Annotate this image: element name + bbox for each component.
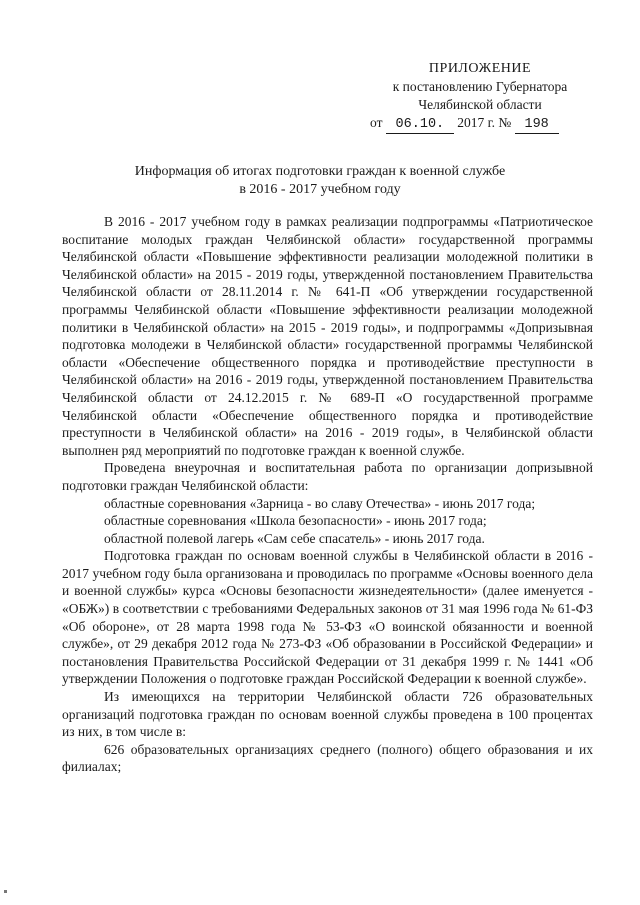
header-date-line <box>370 114 600 134</box>
date-prefix: от <box>370 115 383 130</box>
paragraph-secondary-schools: 626 образовательных организациях среднего (полного) общего образования и их филиалах; <box>62 741 593 775</box>
list-item: областной полевой лагерь «Сам себе спасатель» - июнь 2017 года. <box>104 530 485 546</box>
paragraph-intro: В 2016 - 2017 учебном году в рамках реализации подпрограммы «Патриотическое воспитание молодых граждан Челябинской области» государственной программы Челябинской области «Повышение эффективности реализации молодежной политики в Челябинской области» на 2015 - 2019 годы, утвержденной постановлением Правительства Челябинской области от 28.11.2014 г. № 641-П «Об утверждении государственной программы Челябинской области «Повышение эффективности реализации молодежной политики в Челябинской области» на 2015 - 2019 годы», и подпрограммы «Допризывная подготовка молодежи в Челябинской области» государственной программы Челябинской области «Обеспечение общественного порядка и противодействие преступности в Челябинской области» на 2016 - 2019 годы, утвержденной постановлением Правительства Челябинской области от 24.12.2015 г. № 689-П «О государственной программе Челябинской области «Обеспечение общественного порядка и противодействие преступности в Челябинской области» на 2016 - 2019 годы», в Челябинской области выполнен ряд мероприятий по подготовке граждан к военной службе. <box>62 214 593 458</box>
header-line-2: Челябинской области <box>418 97 542 112</box>
appendix-title: ПРИЛОЖЕНИЕ <box>428 61 532 76</box>
paragraph-work: Проведена внеурочная и воспитательная работа по организации допризывной подготовки граждан Челябинской области: <box>62 460 593 493</box>
list-item: областные соревнования «Зарница - во славу Отечества» - июнь 2017 года; <box>104 495 536 511</box>
paragraph-training: Подготовка граждан по основам военной службы в Челябинской области в 2016 - 2017 учебном году была организована и проводилась по программе «Основы военного дела и военной службы» курса «Основы безопасности жизнедеятельности» (далее именуется - «ОБЖ») в соответствии с требованиями Федеральных законов от 31 мая 1996 года № 61-ФЗ «Об обороне», от 28 марта 1998 года № 53-ФЗ «О воинской обязанности и военной службе», от 29 декабря 2012 года № 273-ФЗ «Об образовании в Российской Федерации» и постановления Правительства Российской Федерации от 31 декабря 1999 г. № 1441 «Об утверждении Положения о подготовке граждан Российской Федерации к военной службе». <box>62 548 593 687</box>
year-text: 2017 г. № <box>457 115 512 130</box>
document-header <box>360 60 600 134</box>
number-value: 198 <box>515 117 559 134</box>
scan-mark <box>4 890 7 893</box>
document-body <box>62 213 593 776</box>
title-line-1: Информация об итогах подготовки граждан к военной службе <box>134 164 506 179</box>
list-item: областные соревнования «Школа безопасности» - июнь 2017 года; <box>104 513 487 529</box>
date-value: 06.10. <box>386 117 454 134</box>
paragraph-organizations: Из имеющихся на территории Челябинской области 726 образовательных организаций подготовка граждан по основам военной службы проведена в 100 процентах из них, в том числе в: <box>62 689 593 740</box>
title-line-2: в 2016 - 2017 учебном году <box>239 182 401 197</box>
document-title <box>80 163 560 199</box>
header-line-1: к постановлению Губернатора <box>392 79 568 94</box>
